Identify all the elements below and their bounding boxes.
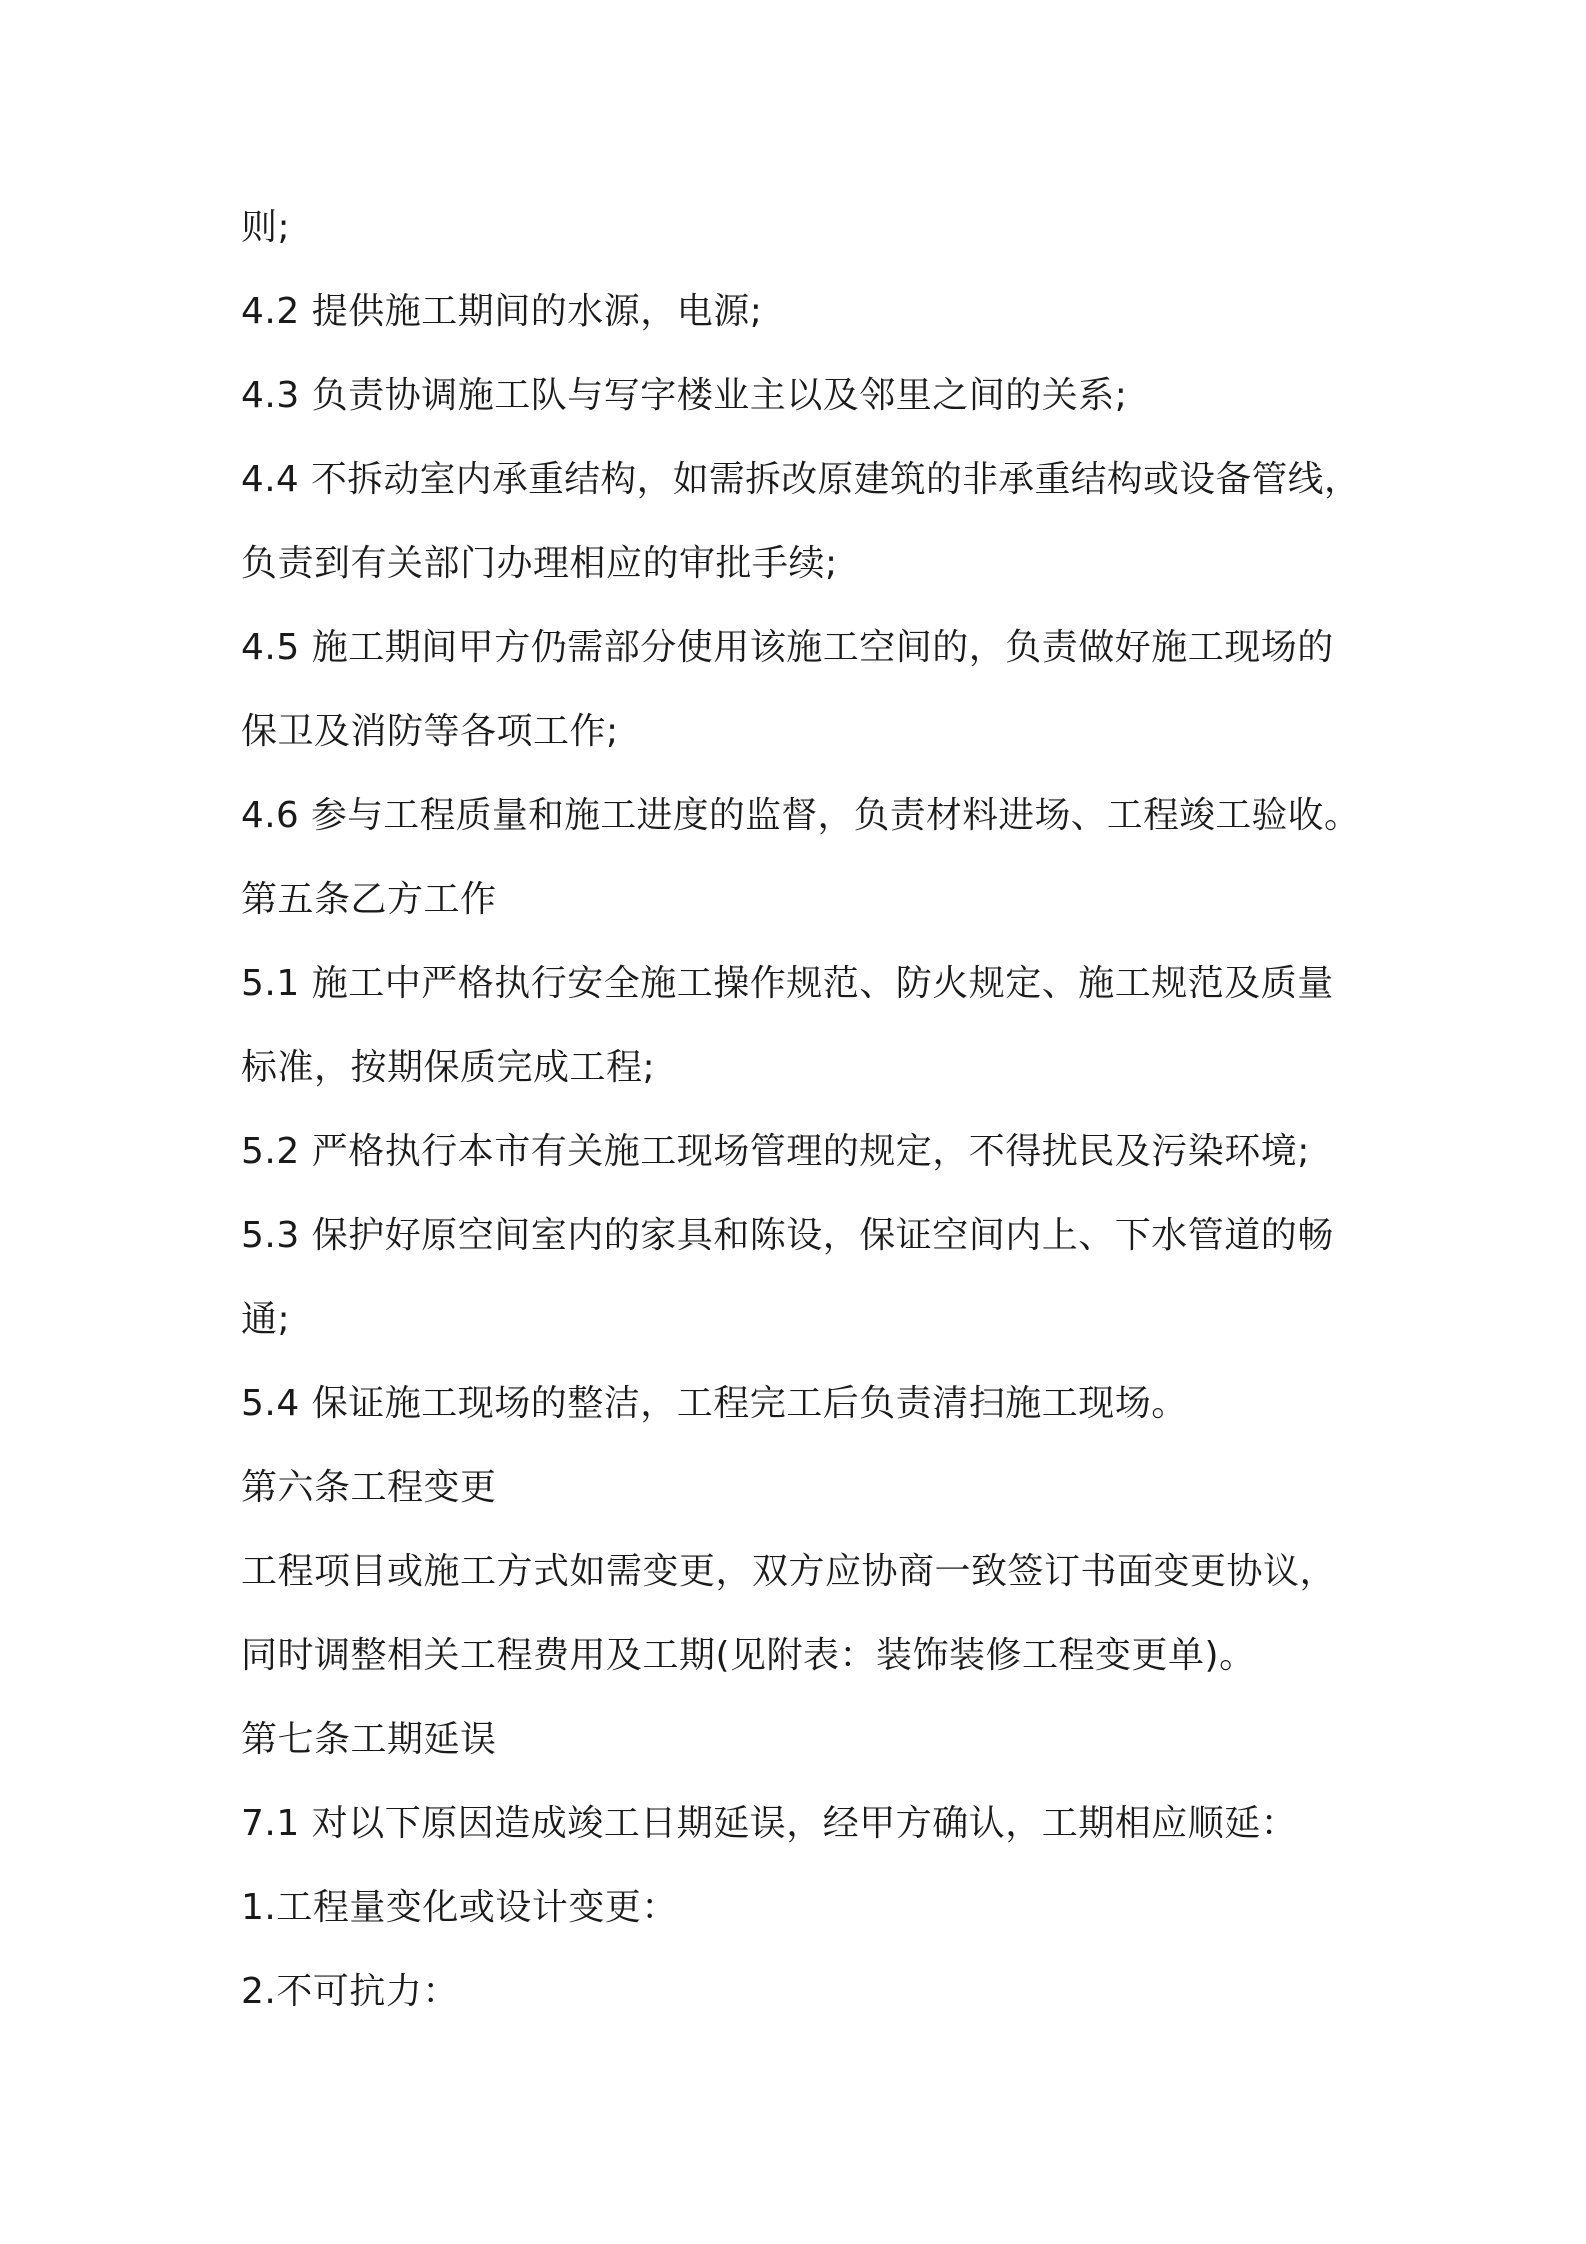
text-line: 2.不可抗力：: [241, 1971, 459, 2012]
section-heading: 第七条工期延误: [241, 1719, 497, 1760]
text-line: 4.2 提供施工期间的水源，电源;: [241, 291, 763, 332]
text-line: 4.3 负责协调施工队与写字楼业主以及邻里之间的关系;: [241, 375, 1128, 416]
text-line: 5.1 施工中严格执行安全施工操作规范、防火规定、施工规范及质量: [241, 963, 1334, 1004]
text-line: 则;: [241, 207, 291, 248]
text-line: 工程项目或施工方式如需变更，双方应协商一致签订书面变更协议，: [241, 1551, 1337, 1592]
text-line: 1.工程量变化或设计变更：: [241, 1887, 678, 1928]
text-line: 5.3 保护好原空间室内的家具和陈设，保证空间内上、下水管道的畅: [241, 1215, 1334, 1256]
text-line: 同时调整相关工程费用及工期(见附表：装饰装修工程变更单)。: [241, 1635, 1256, 1676]
text-line: 负责到有关部门办理相应的审批手续;: [241, 543, 838, 584]
text-line: 保卫及消防等各项工作;: [241, 711, 619, 752]
text-line: 4.6 参与工程质量和施工进度的监督，负责材料进场、工程竣工验收。: [241, 795, 1361, 836]
text-line: 5.4 保证施工现场的整洁，工程完工后负责清扫施工现场。: [241, 1383, 1188, 1424]
section-heading: 第六条工程变更: [241, 1467, 497, 1508]
text-line: 通;: [241, 1299, 291, 1340]
text-line: 7.1 对以下原因造成竣工日期延误，经甲方确认，工期相应顺延：: [241, 1803, 1298, 1844]
text-line: 4.4 不拆动室内承重结构，如需拆改原建筑的非承重结构或设备管线，: [241, 459, 1361, 500]
text-line: 5.2 严格执行本市有关施工现场管理的规定，不得扰民及污染环境;: [241, 1131, 1310, 1172]
section-heading: 第五条乙方工作: [241, 879, 497, 920]
text-line: 4.5 施工期间甲方仍需部分使用该施工空间的，负责做好施工现场的: [241, 627, 1334, 668]
text-line: 标准，按期保质完成工程;: [241, 1047, 656, 1088]
